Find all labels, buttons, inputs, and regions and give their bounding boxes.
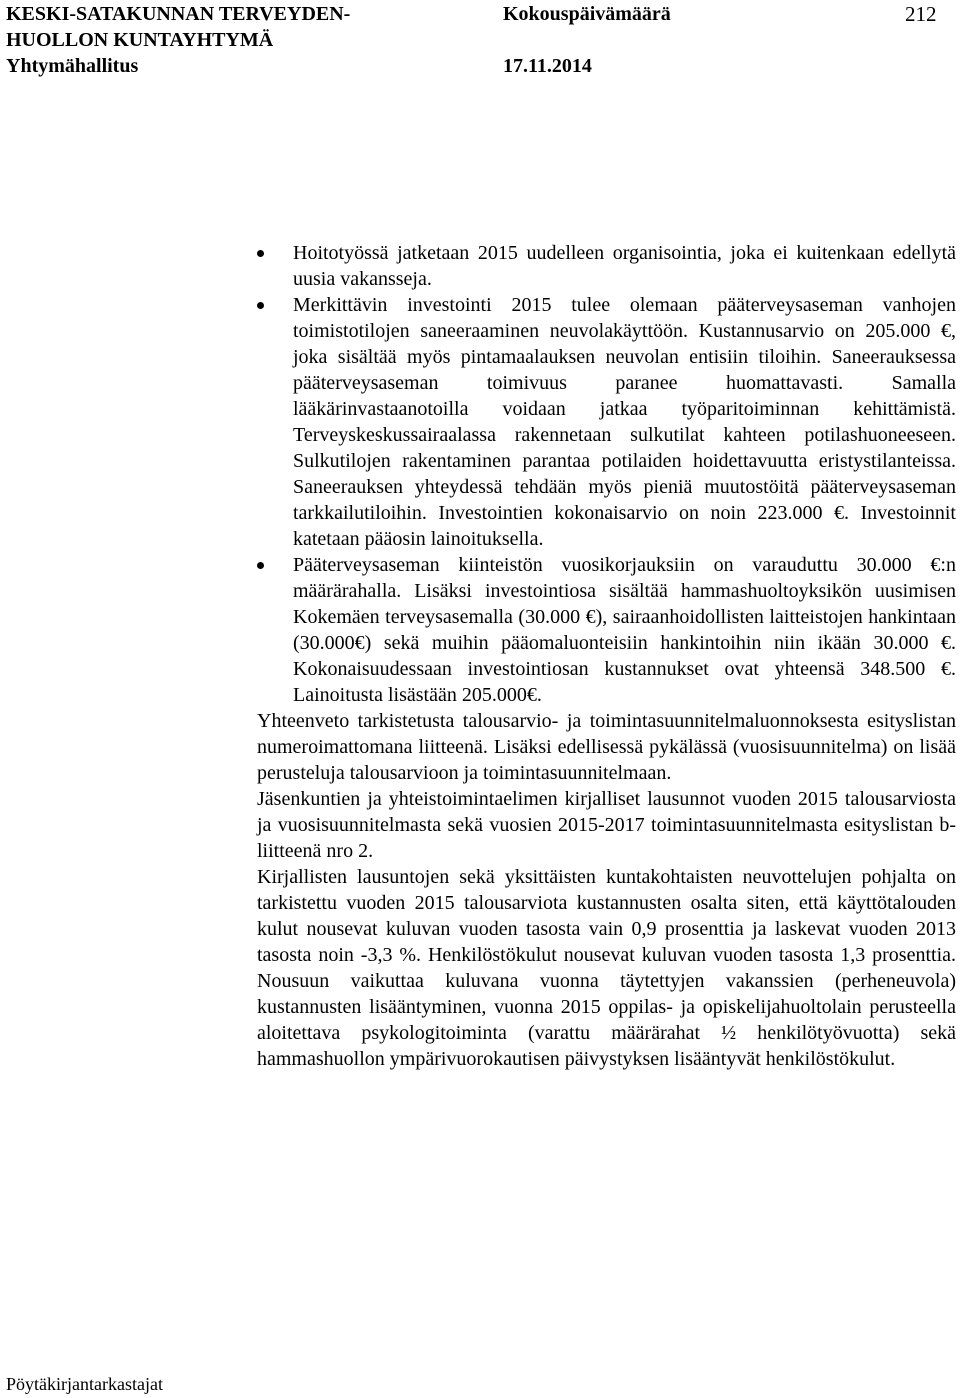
paragraph-statements: Jäsenkuntien ja yhteistoimintaelimen kirjalliset lausunnot vuoden 2015 talousarviosta ja vuosisuunnitelmasta sekä vuosien 2015-2017 toimintasuunnitelmasta esityslistan b-liitteenä nro 2. bbox=[257, 788, 956, 862]
bullet-text: Pääterveysaseman kiinteistön vuosikorjauksiin on varauduttu 30.000 €:n määrärahalla. Lisäksi investointiosa sisältää hammashuoltoyksikön uusimisen Kokemäen terveysasemalla (30.000 €), sairaanhoidollisten laitteistojen hankintaan (30.000€) sekä muihin pääomaluonteisiin hankintoihin niin ikään 30.000 €. Kokonaisuudessaan investointiosan kustannukset ovat yhteensä 348.500 €. Lainoitusta lisästään 205.000€. bbox=[293, 554, 956, 706]
paragraph-revision: Kirjallisten lausuntojen sekä yksittäisten kuntakohtaisten neuvottelujen pohjalta on tarkistettu vuoden 2015 talousarviota kustannusten osalta siten, että käyttötalouden kulut nousevat kuluvan vuoden tasosta vain 0,9 prosenttia ja laskevat vuoden 2013 tasosta noin -3,3 %. Henkilöstökulut nousevat kuluvan vuoden tasosta 1,3 prosenttia. Nousuun vaikuttaa kuluvana vuonna täytettyjen vakanssien (perheneuvola) kustannusten lisääntyminen, vuonna 2015 oppilas- ja opiskelijahuoltolain perusteella aloitettava psykologitoiminta (varattu määrärahat ½ henkilötyövuotta) sekä hammashuollon ympärivuorokautisen päivystyksen lisääntyvät henkilöstökulut. bbox=[257, 866, 956, 1070]
meeting-date: 17.11.2014 bbox=[503, 55, 592, 77]
bullet-icon bbox=[257, 302, 264, 309]
org-name-line2: HUOLLON KUNTAYHTYMÄ bbox=[6, 29, 274, 51]
bullet-icon bbox=[257, 562, 264, 569]
bullet-text: Hoitotyössä jatketaan 2015 uudelleen organisointia, joka ei kuitenkaan edellytä uusia vakansseja. bbox=[293, 242, 956, 290]
header-organization bbox=[6, 1, 386, 79]
body-name: Yhtymähallitus bbox=[6, 55, 139, 77]
header-meeting-date bbox=[503, 1, 763, 79]
bullet-list bbox=[257, 240, 956, 708]
org-name-line1: KESKI-SATAKUNNAN TERVEYDEN- bbox=[6, 3, 351, 25]
footer-reviewers-label: Pöytäkirjantarkastajat bbox=[6, 1374, 163, 1394]
bullet-item bbox=[257, 552, 956, 708]
document-body bbox=[257, 240, 956, 1072]
bullet-item bbox=[257, 240, 956, 292]
page-number: 212 bbox=[905, 2, 937, 26]
bullet-text: Merkittävin investointi 2015 tulee olemaan pääterveysaseman vanhojen toimistotilojen saneeraaminen neuvolakäyttöön. Kustannusarvio on 205.000 €, joka sisältää myös pintamaalauksen neuvolan entisiin tiloihin. Saneerauksessa pääterveysaseman toimivuus paranee huomattavasti. Samalla lääkärinvastaanotoilla voidaan jatkaa työparitoiminnan kehittämistä. Terveyskeskussairaalassa rakennetaan sulkutilat kahteen potilashuoneeseen. Sulkutilojen rakentaminen parantaa potilaiden hoidettavuutta eristystilanteissa. Saneerauksen yhteydessä tehdään myös pieniä muutostöitä pääterveysaseman tarkkailutiloihin. Investointien kokonaisarvio on noin 223.000 €. Investoinnit katetaan pääosin lainoituksella. bbox=[293, 294, 956, 550]
meeting-date-label: Kokouspäivämäärä bbox=[503, 3, 671, 25]
bullet-icon bbox=[257, 250, 264, 257]
page-header bbox=[0, 0, 960, 80]
paragraph-summary: Yhteenveto tarkistetusta talousarvio- ja toimintasuunnitelmaluonnoksesta esityslistan numeroimattomana liitteenä. Lisäksi edellisessä pykälässä (vuosisuunnitelma) on lisää perusteluja talousarvioon ja toimintasuunnitelmaan. bbox=[257, 710, 956, 784]
bullet-item bbox=[257, 292, 956, 552]
